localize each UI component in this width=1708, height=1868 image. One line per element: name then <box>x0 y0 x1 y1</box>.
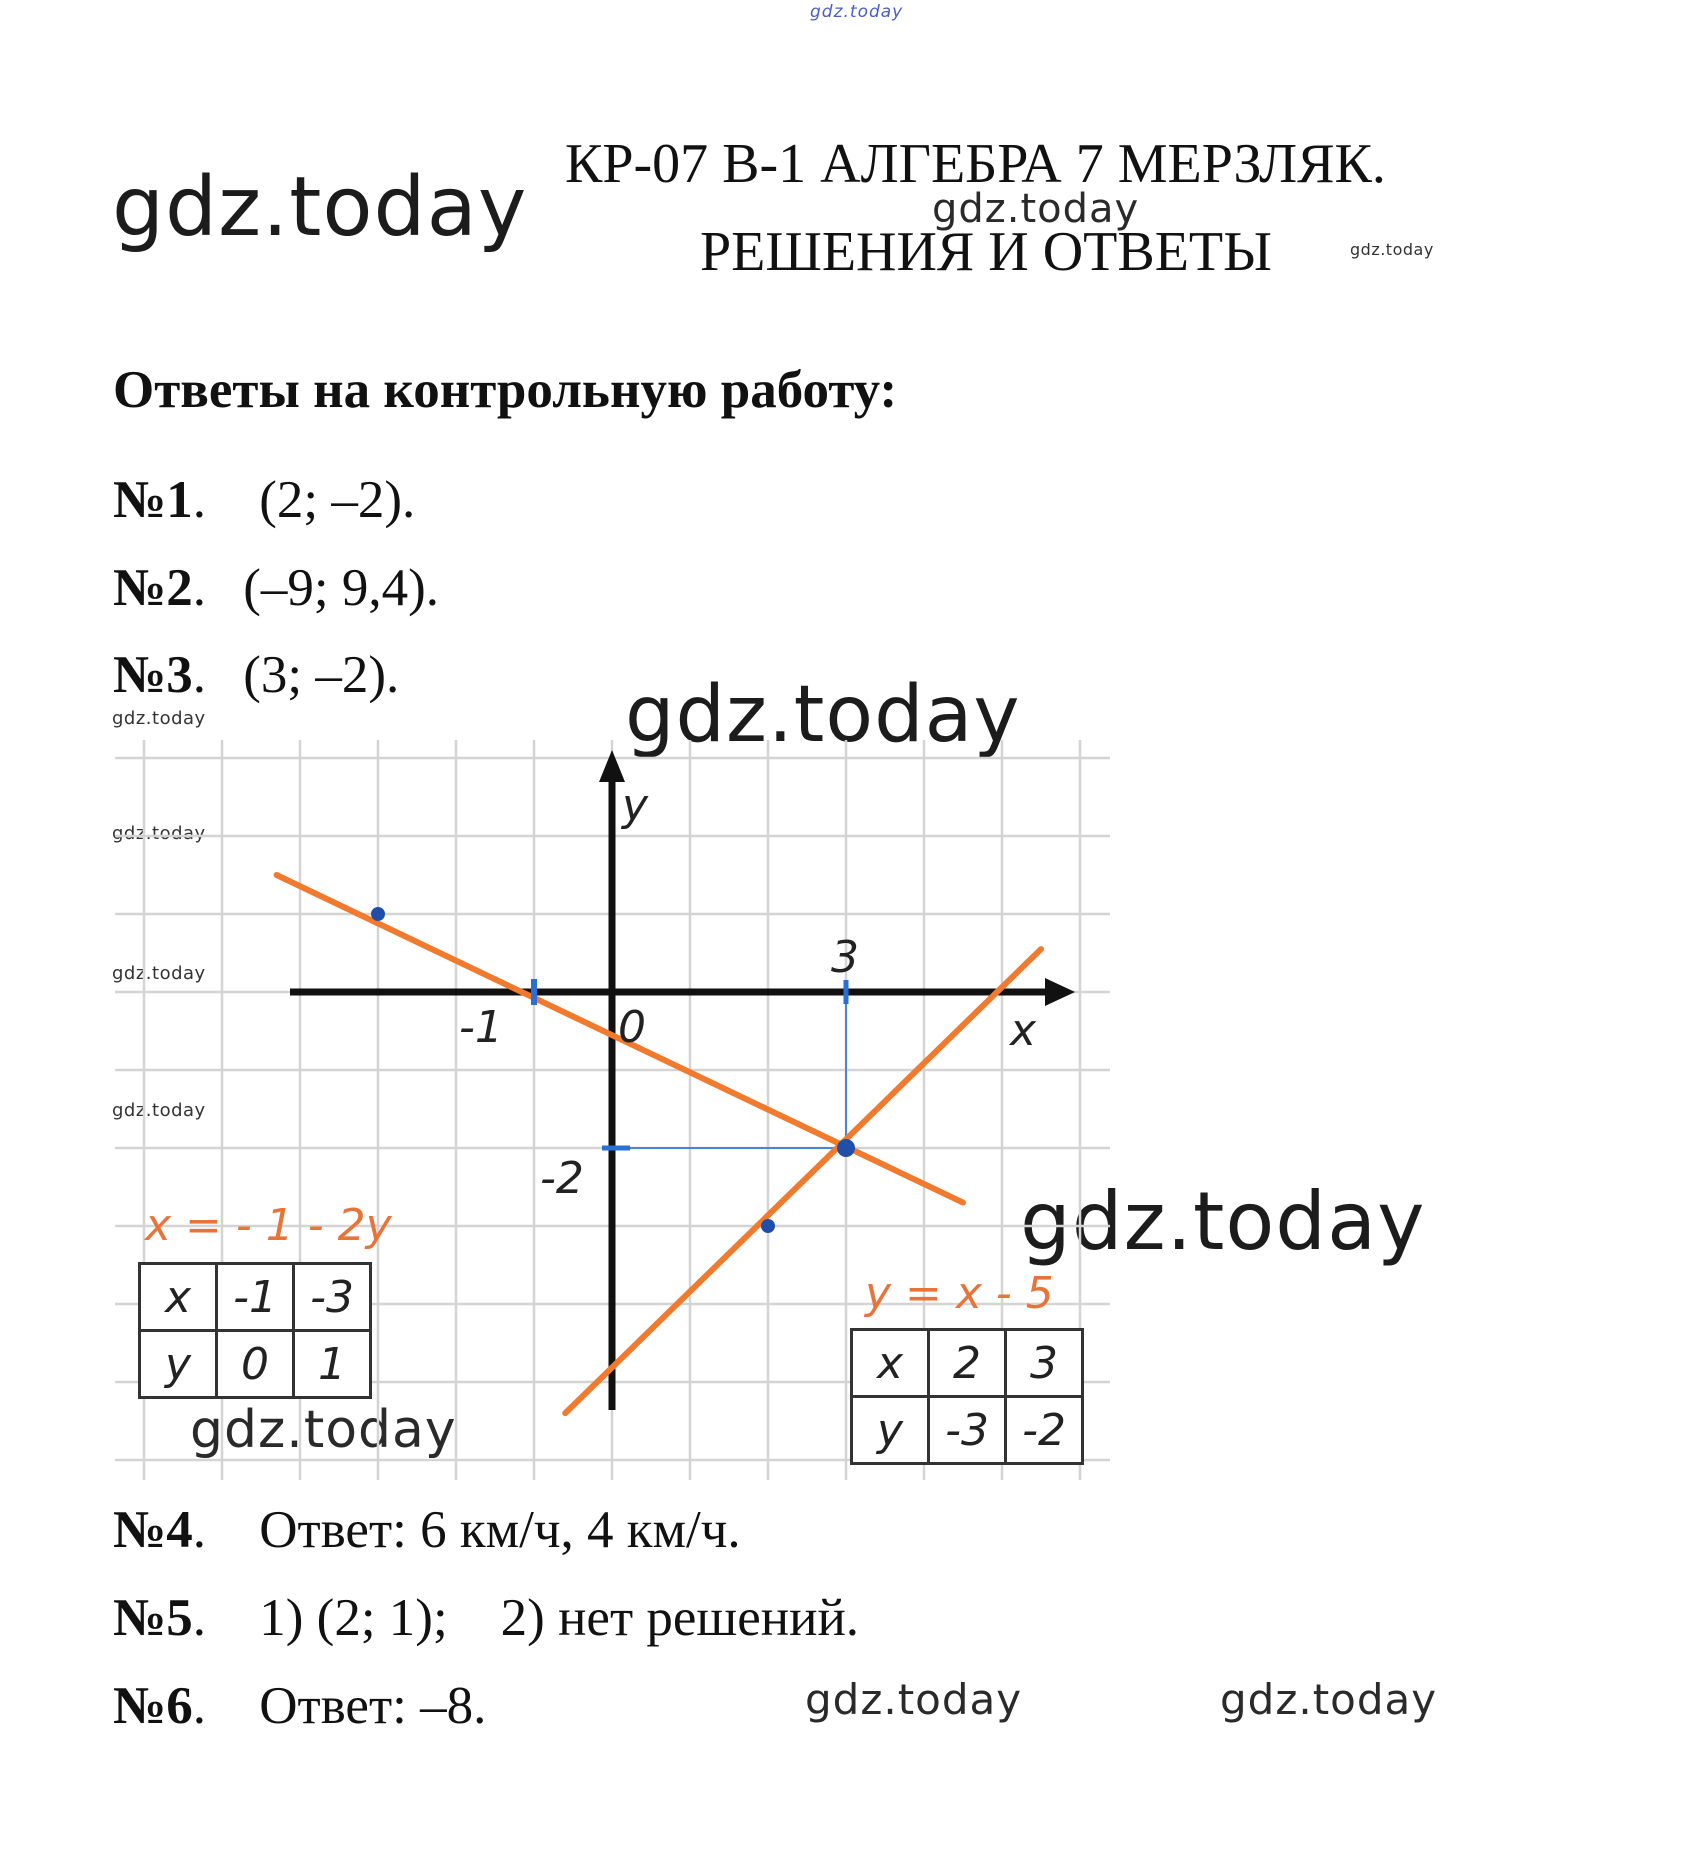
table-cell: -3 <box>929 1397 1006 1464</box>
watermark-left-3: gdz.today <box>112 963 206 984</box>
answers-heading: Ответы на контрольную работу: <box>113 361 898 419</box>
answer-number: №4 <box>113 1501 193 1559</box>
tick-label-x-negative: -1 <box>459 1002 503 1053</box>
equation-1-label: x = - 1 - 2y <box>145 1200 392 1251</box>
answer-5: №5. 1) (2; 1); 2) нет решений. <box>113 1589 860 1647</box>
answer-value: (3; –2). <box>243 646 400 704</box>
answer-number: №1 <box>113 471 193 529</box>
watermark-title-small: gdz.today <box>1350 240 1434 259</box>
y-axis-arrow <box>599 750 625 782</box>
data-point <box>761 1219 775 1233</box>
y-axis-label: y <box>622 780 649 831</box>
table-row-label: y <box>852 1397 929 1464</box>
table-cell: 2 <box>929 1330 1006 1397</box>
tick-label-y: -2 <box>540 1153 584 1204</box>
watermark-left-2: gdz.today <box>112 823 206 844</box>
watermark-graph-top: gdz.today <box>625 670 1021 760</box>
equation-2-label: y = x - 5 <box>865 1268 1054 1319</box>
tick-label-x: 3 <box>831 932 859 983</box>
watermark-graph-right: gdz.today <box>1020 1175 1426 1268</box>
x-axis-label: x <box>1010 1005 1037 1056</box>
tick-label-origin: 0 <box>618 1002 646 1053</box>
answer-value: Ответ: 6 км/ч, 4 км/ч. <box>259 1501 741 1559</box>
answer-value: 1) (2; 1); 2) нет решений. <box>259 1589 860 1647</box>
answer-value: Ответ: –8. <box>259 1677 487 1735</box>
table-row <box>852 1397 1083 1464</box>
answer-number: №5 <box>113 1589 193 1647</box>
page-title-line1: КР-07 В-1 АЛГЕБРА 7 МЕРЗЛЯК. <box>565 133 1386 195</box>
answer-number: №3 <box>113 646 193 704</box>
watermark-bottom-1: gdz.today <box>805 1675 1023 1724</box>
answer-6: №6. Ответ: –8. <box>113 1677 487 1735</box>
table-cell: 0 <box>217 1331 294 1398</box>
answer-4: №4. Ответ: 6 км/ч, 4 км/ч. <box>113 1501 741 1559</box>
data-point <box>371 907 385 921</box>
intersection-point <box>837 1139 855 1157</box>
watermark-bottom-2: gdz.today <box>1220 1675 1438 1724</box>
table-row <box>140 1331 371 1398</box>
table-row-label: y <box>140 1331 217 1398</box>
watermark-title: gdz.today <box>932 186 1140 232</box>
watermark-left-1: gdz.today <box>112 708 206 729</box>
table-row-label: x <box>852 1330 929 1397</box>
watermark-graph-bottom: gdz.today <box>190 1400 457 1460</box>
values-table-2 <box>850 1328 1084 1465</box>
answer-2: №2. (–9; 9,4). <box>113 559 440 617</box>
table-cell: -1 <box>217 1264 294 1331</box>
x-axis-arrow <box>1045 978 1075 1006</box>
answer-number: №6 <box>113 1677 193 1735</box>
table-cell: 3 <box>1006 1330 1083 1397</box>
table-cell: -3 <box>294 1264 371 1331</box>
table-row <box>140 1264 371 1331</box>
answer-value: (2; –2). <box>259 471 416 529</box>
values-table-1 <box>138 1262 372 1399</box>
watermark-logo: gdz.today <box>112 160 528 255</box>
answer-number: №2 <box>113 559 193 617</box>
watermark-left-4: gdz.today <box>112 1100 206 1121</box>
answer-3: №3. (3; –2). <box>113 646 400 704</box>
answer-1: №1. (2; –2). <box>113 471 416 529</box>
table-cell: 1 <box>294 1331 371 1398</box>
table-row <box>852 1330 1083 1397</box>
table-row-label: x <box>140 1264 217 1331</box>
watermark-top: gdz.today <box>810 2 904 22</box>
table-cell: -2 <box>1006 1397 1083 1464</box>
answer-value: (–9; 9,4). <box>243 559 440 617</box>
page-title-line2: РЕШЕНИЯ И ОТВЕТЫ <box>700 221 1272 283</box>
